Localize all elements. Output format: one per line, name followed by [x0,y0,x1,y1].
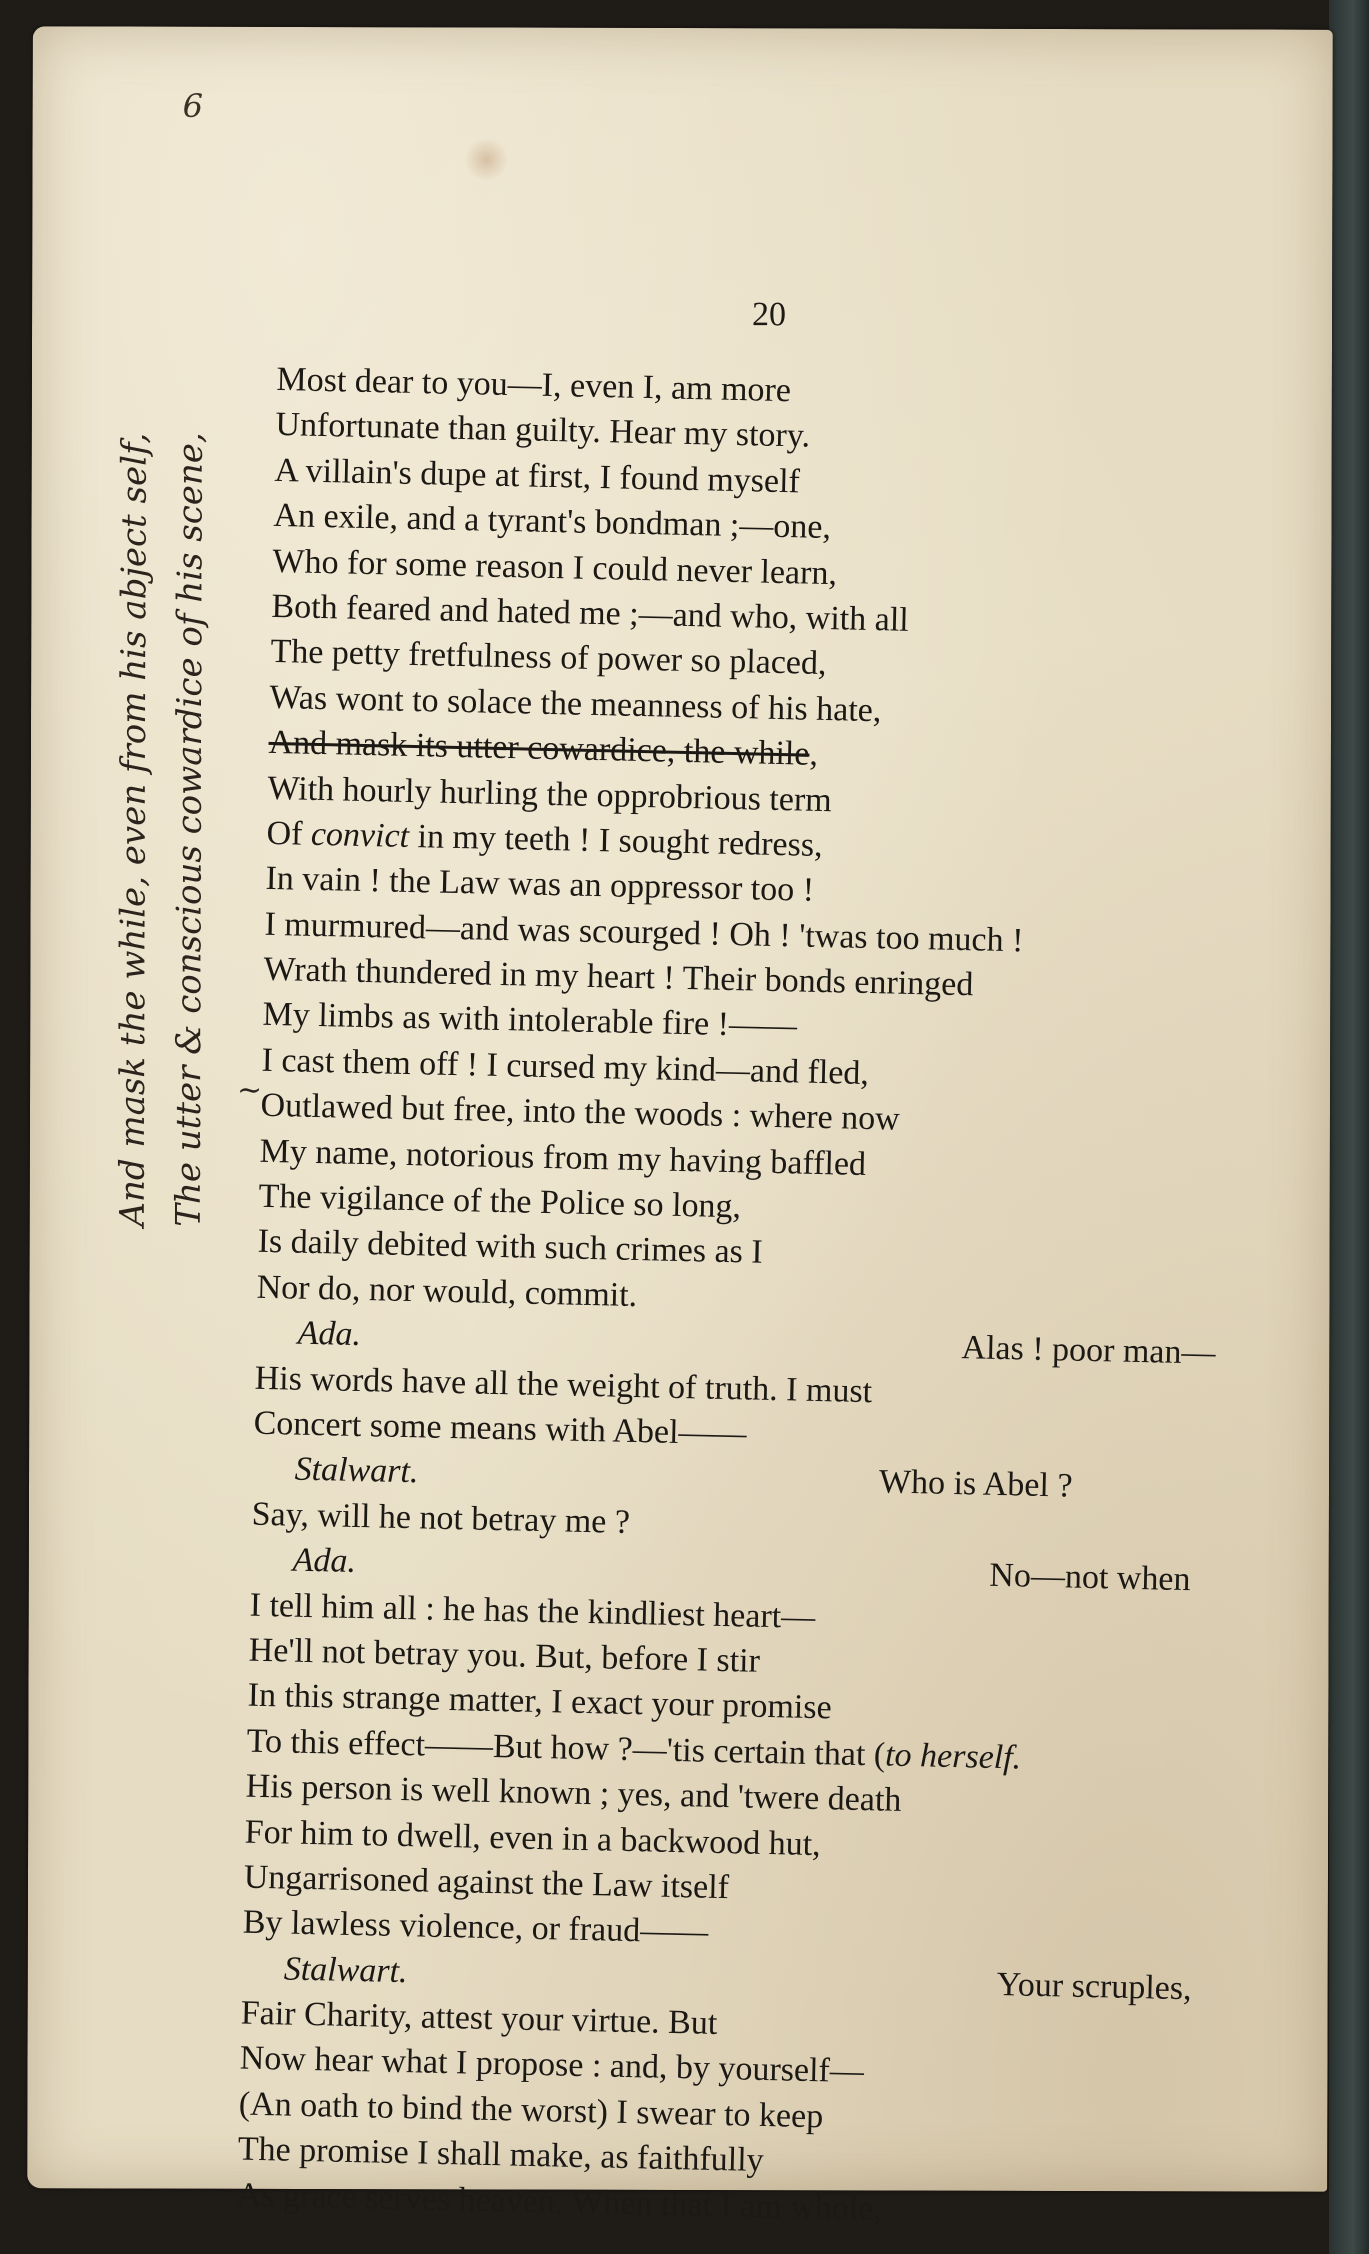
verse-line: Was wont to solace the meanness of his hate, [269,678,882,729]
verse-line: In this strange matter, I exact your promise [247,1676,833,1727]
speech-text: Who is Abel ? [878,1463,1073,1505]
verse-line: A villain's dupe at first, I found myself [274,451,801,501]
book-cover-edge [1329,0,1369,2254]
verse-line: (An oath to bind the worst) I swear to keep [238,2085,824,2136]
verse-line: Wrath thundered in my heart ! Their bonds enringed [263,950,974,1004]
verse-line: Most dear to you—I, even I, am more [276,360,792,410]
verse-line: I tell him all : he has the kindliest heart— [249,1586,816,1636]
verse-line: I murmured—and was scourged ! Oh ! 'twas too much ! [264,905,1024,960]
verse-line: Say, will he not betray me ? [251,1495,631,1541]
margin-note-line: And mask the while, even from his abject self, [112,432,155,1227]
speaker-name: Stalwart. [294,1450,419,1491]
verse-line: My name, notorious from my having baffled [259,1132,867,1183]
verse-line: He'll not betray you. But, before I stir [248,1631,761,1680]
insertion-mark: ~ [237,1072,263,1108]
speech-text: No—not when [988,1556,1191,1599]
verse-line: Ungarrisoned against the Law itself [243,1858,730,1907]
verse-line: His words have all the weight of truth. I must [254,1359,873,1410]
verse-line: Nor do, nor would, commit. [256,1268,638,1314]
verse-line: Who for some reason I could never learn, [272,542,838,592]
verse-line: Of convict in my teeth ! I sought redress, [266,814,823,864]
speech-text: Your scruples, [996,1965,1192,2007]
verse-line: As grace serves heaven. When that I am whole, [236,2176,883,2228]
verse-line: The promise I shall make, as faithfully [237,2130,765,2180]
paper-stain [464,137,508,181]
speaker-name: Ada. [292,1541,357,1581]
verse-line: Is daily debited with such crimes as I [257,1223,764,1272]
verse-line: In vain ! the Law was an oppressor too ! [265,860,815,910]
verse-text [236,357,1236,2239]
speaker-name: Stalwart. [283,1950,408,1990]
struck-through-text: And mask its utter cowardice, the while [268,723,810,773]
verse-line: My limbs as with intolerable fire !—— [262,996,798,1045]
struck-verse-line: And mask its utter cowardice, the while, [268,723,819,773]
speech-text: Alas ! poor man— [961,1329,1216,1372]
margin-note-line: The utter & conscious cowardice of his scene, [168,432,211,1227]
verse-line: The vigilance of the Police so long, [258,1177,742,1226]
verse-line: With hourly hurling the opprobrious term [267,769,833,819]
verse-line: Outlawed but free, into the woods : where now [260,1087,901,1138]
verse-line: Concert some means with Abel—— [253,1404,747,1453]
verse-line: Fair Charity, attest your virtue. But [240,1994,718,2043]
printed-page-number: 20 [752,296,787,334]
verse-line: Now hear what I propose : and, by yourself— [239,2039,865,2091]
verse-line: By lawless violence, or fraud—— [242,1903,709,1952]
speaker-name: Ada. [297,1314,362,1354]
verse-line: The petty fretfulness of power so placed, [270,633,827,683]
handwritten-page-number: 6 [182,86,204,125]
handwritten-margin-note [105,226,220,1226]
verse-line: For him to dwell, even in a backwood hut, [244,1813,822,1863]
verse-line: An exile, and a tyrant's bondman ;—one, [273,497,832,547]
verse-line: His person is well known ; yes, and 'twere death [245,1767,902,1820]
verse-line: Both feared and hated me ;—and who, with all [271,587,910,639]
verse-line: Unfortunate than guilty. Hear my story. [275,406,811,455]
verse-line: I cast them off ! I cursed my kind—and fled, [261,1041,870,1092]
stage-direction: to herself. [884,1736,1022,1777]
italic-word: convict [310,815,410,855]
verse-line: To this effect——But how ?—'tis certain that (to herself. [246,1722,1022,1777]
book-page [27,26,1333,2228]
